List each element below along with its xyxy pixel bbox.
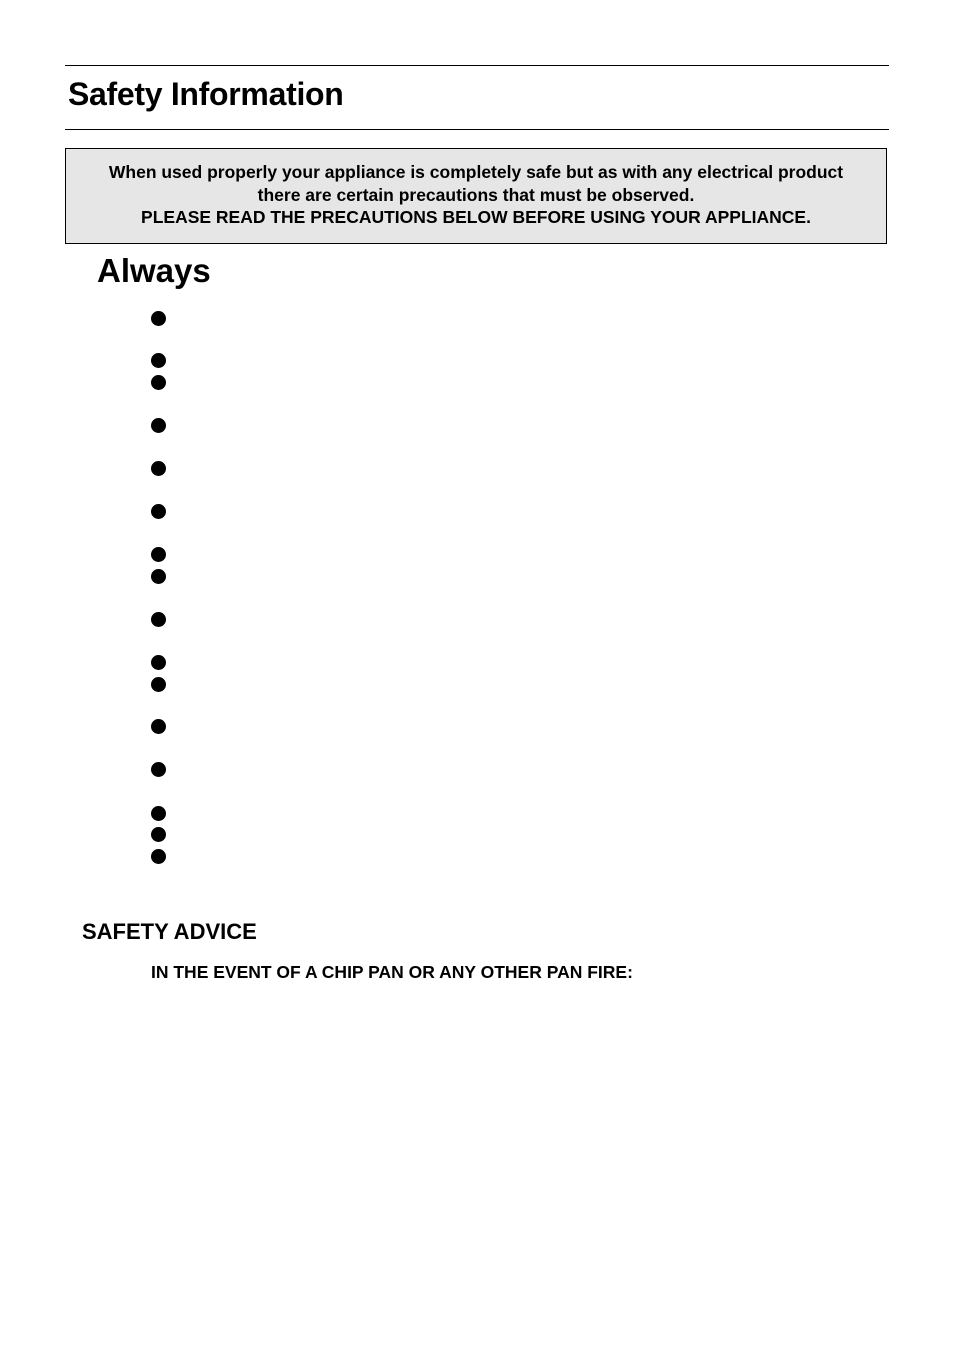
bullet-icon xyxy=(151,677,166,692)
bullet-icon xyxy=(151,655,166,670)
notice-line-1: When used properly your appliance is completely safe but as with any electrical product xyxy=(108,162,844,182)
bullet-icon xyxy=(151,547,166,562)
page-title: Safety Information xyxy=(68,76,344,112)
bullet-icon xyxy=(151,375,166,390)
bullet-icon xyxy=(151,311,166,326)
bullet-icon xyxy=(151,418,166,433)
notice-line-2: there are certain precautions that must be observed. xyxy=(257,184,695,205)
safety-advice-heading: SAFETY ADVICE xyxy=(82,919,257,944)
bullet-icon xyxy=(151,827,166,842)
title-underline-rule xyxy=(65,129,889,130)
bullet-icon xyxy=(151,569,166,584)
bullet-icon xyxy=(151,461,166,476)
bullet-icon xyxy=(151,353,166,368)
bullet-icon xyxy=(151,806,166,821)
bullet-icon xyxy=(151,762,166,777)
always-heading: Always xyxy=(97,252,211,289)
notice-line-3: PLEASE READ THE PRECAUTIONS BELOW BEFORE USING YOUR APPLIANCE. xyxy=(141,207,811,227)
bullet-icon xyxy=(151,612,166,627)
precautions-notice-box xyxy=(65,148,887,244)
bullet-icon xyxy=(151,849,166,864)
top-rule xyxy=(65,65,889,66)
pan-fire-subheading: IN THE EVENT OF A CHIP PAN OR ANY OTHER PAN FIRE: xyxy=(151,962,633,982)
bullet-icon xyxy=(151,719,166,734)
bullet-icon xyxy=(151,504,166,519)
